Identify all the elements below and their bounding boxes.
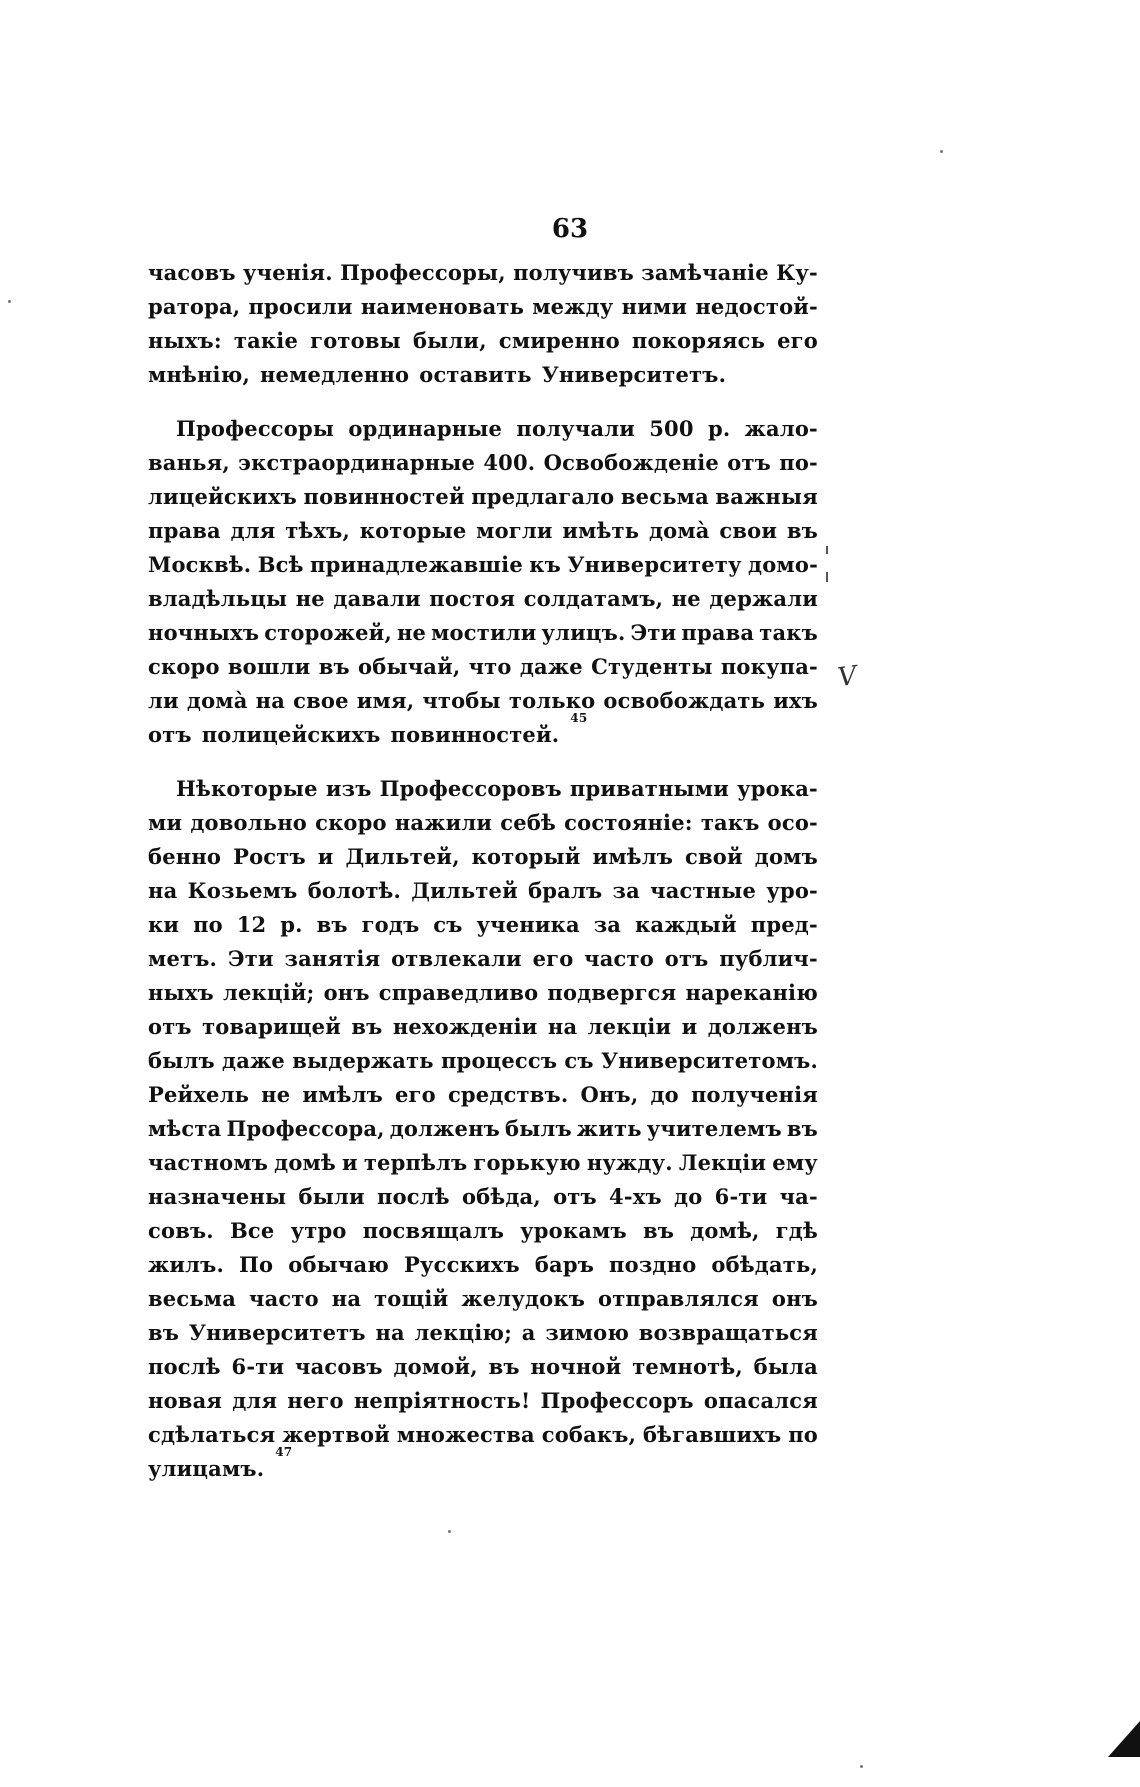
scan-speck <box>860 1765 863 1768</box>
text-line: часовъ ученія. Профессоры, получивъ замѣчаніе Ку- <box>148 260 818 285</box>
scan-speck <box>8 300 11 303</box>
text-line: новая для него непріятность! Профессоръ опасался <box>148 1388 818 1413</box>
text-line: мѣста Профессора, долженъ былъ жить учителемъ въ <box>148 1116 818 1141</box>
text-line: послѣ 6-ти часовъ домой, въ ночной темнотѣ, была <box>148 1354 818 1379</box>
text-line: метъ. Эти занятія отвлекали его часто отъ публич- <box>148 946 818 971</box>
text-line: лицейскихъ повинностей предлагало весьма важныя <box>148 484 818 509</box>
footnote-reference: 47 <box>275 1445 293 1459</box>
text-line: ки по 12 р. въ годъ съ ученика за каждый пред- <box>148 912 818 937</box>
text-line: ли домà на свое имя, чтобы только освобождать ихъ <box>148 688 818 713</box>
text-line: совъ. Все утро посвящалъ урокамъ въ домѣ, гдѣ <box>148 1218 818 1243</box>
paragraph <box>148 256 818 392</box>
text-line: Нѣкоторые изъ Профессоровъ приватными урока- <box>176 776 818 801</box>
text-line: сдѣлаться жертвой множества собакъ, бѣгавшихъ по <box>148 1422 818 1447</box>
text-line: весьма часто на тощій желудокъ отправлялся онъ <box>148 1286 818 1311</box>
margin-tick <box>826 546 828 554</box>
text-line: отъ полицейскихъ повинностей. 45 <box>148 718 818 752</box>
paragraph <box>148 772 818 1486</box>
scan-speck <box>448 1530 451 1533</box>
margin-tick <box>826 572 828 582</box>
text-line: ванья, экстраординарные 400. Освобожденіе отъ по- <box>148 450 818 475</box>
text-line: жилъ. По обычаю Русскихъ баръ поздно обѣдать, <box>148 1252 818 1277</box>
text-line: былъ даже выдержать процессъ съ Университетомъ. <box>148 1048 818 1073</box>
text-line: Москвѣ. Всѣ принадлежавшіе къ Университету домо- <box>148 552 818 577</box>
text-line: ныхъ: такіе готовы были, смиренно покоряясь его <box>148 328 818 353</box>
page-number: 63 <box>551 214 589 244</box>
text-line: Рейхель не имѣлъ его средствъ. Онъ, до полученія <box>148 1082 818 1107</box>
text-line: владѣльцы не давали постоя солдатамъ, не держали <box>148 586 818 611</box>
text-body <box>148 256 818 1506</box>
margin-checkmark: V <box>836 660 859 694</box>
text-line: улицамъ. 47 <box>148 1452 818 1486</box>
text-line: Профессоры ординарные получали 500 р. жало- <box>176 416 818 441</box>
page-corner-mark <box>1108 1721 1140 1757</box>
scan-speck <box>940 150 943 153</box>
text-line: отъ товарищей въ нехожденіи на лекціи и долженъ <box>148 1014 818 1039</box>
footnote-reference: 45 <box>570 711 588 725</box>
text-line: права для тѣхъ, которые могли имѣть домà свои въ <box>148 518 818 543</box>
text-line: ныхъ лекцій; онъ справедливо подвергся нареканію <box>148 980 818 1005</box>
paragraph <box>148 412 818 752</box>
text-line: бенно Ростъ и Дильтей, который имѣлъ свой домъ <box>148 844 818 869</box>
text-line: въ Университетъ на лекцію; а зимою возвращаться <box>148 1320 818 1345</box>
text-line: на Козьемъ болотѣ. Дильтей бралъ за частные уро- <box>148 878 818 903</box>
text-line: ночныхъ сторожей, не мостили улицъ. Эти права такъ <box>148 620 818 645</box>
text-line: назначены были послѣ обѣда, отъ 4-хъ до 6-ти ча- <box>148 1184 818 1209</box>
text-line: скоро вошли въ обычай, что даже Студенты покупа- <box>148 654 818 679</box>
text-line: ратора, просили наименовать между ними недостой- <box>148 294 818 319</box>
text-line: ми довольно скоро нажили себѣ состояніе: такъ осо- <box>148 810 818 835</box>
text-line: частномъ домѣ и терпѣлъ горькую нужду. Лекціи ему <box>148 1150 818 1175</box>
text-line: мнѣнію, немедленно оставить Университетъ. <box>148 362 727 387</box>
